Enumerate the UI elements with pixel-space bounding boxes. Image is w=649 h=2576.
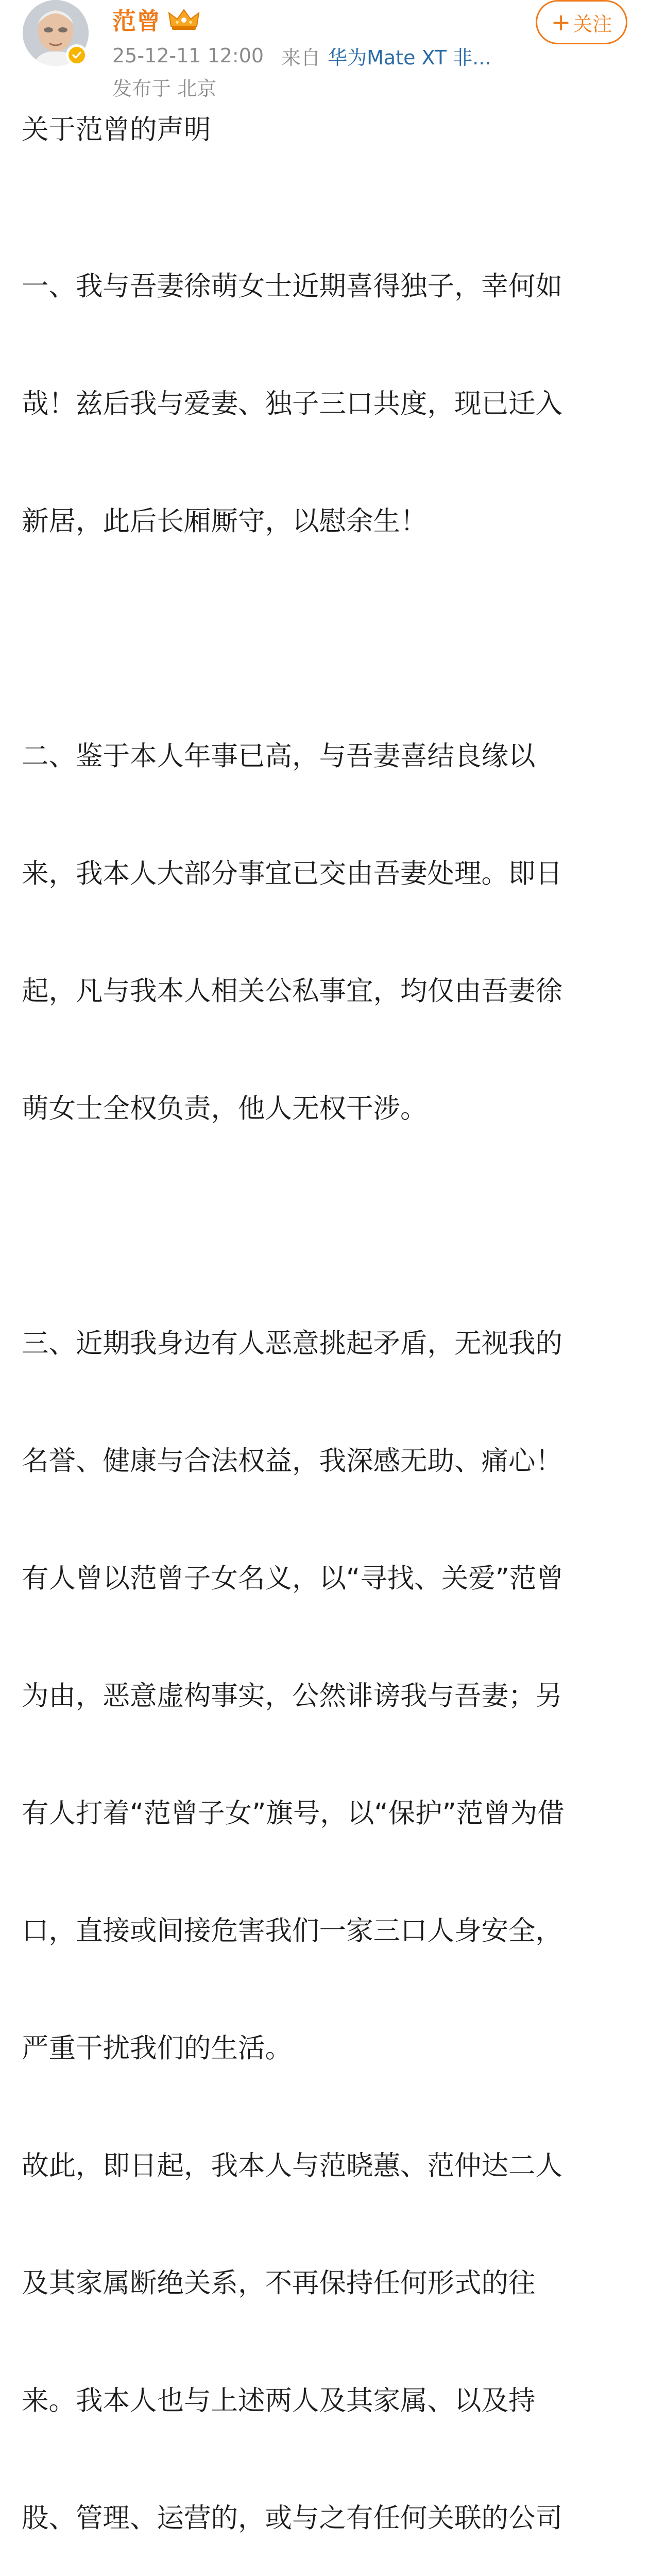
username-row	[112, 1, 200, 38]
source-prefix: 来自	[281, 46, 321, 69]
post-body	[22, 110, 629, 2576]
meta-row	[112, 40, 491, 71]
post-timestamp: 25-12-11 12:00	[112, 44, 264, 67]
post-title: 关于范曾的声明	[22, 114, 211, 145]
crown-icon	[168, 8, 200, 31]
post-location: 发布于 北京	[112, 77, 217, 100]
follow-label: 关注	[573, 12, 612, 36]
source-device-link[interactable]: 华为Mate XT 非...	[328, 46, 491, 69]
verified-badge-icon	[66, 44, 88, 66]
post-header	[0, 0, 649, 118]
plus-icon: +	[551, 8, 571, 36]
paragraph-2: 二、鉴于本人年事已高，与吾妻喜结良缘以 来，我本人大部分事宜已交由吾妻处理。即日 起，凡与我本人相关公私事宜，均仅由吾妻徐 萌女士全权负责，他人无权干涉。	[22, 740, 563, 1124]
username[interactable]: 范曾	[112, 7, 161, 35]
follow-button[interactable]	[536, 0, 627, 44]
paragraph-3: 三、近期我身边有人恶意挑起矛盾，无视我的 名誉、健康与合法权益，我深感无助、痛心！ 有人曾以范曾子女名义，以“寻找、关爱”范曾 为由，恶意虚构事实，公然诽谤我与吾妻；另 有人打着“范曾子女”旗号，以“保护”范曾为借 口，直接或间接危害我们一家三口人身安全， 严重干扰我们的生活。 故此，即日起，我本人与范晓蕙、范仲达二人 及其家属断绝关系，不再保持任何形式的往 来。我本人也与上述两人及其家属、以及持 股、管理、运营的，或与之有任何关联的公司	[22, 1328, 565, 2534]
paragraph-1: 一、我与吾妻徐萌女士近期喜得独子，幸何如 哉！兹后我与爱妻、独子三口共度，现已迁入 新居，此后长厢厮守，以慰余生！	[22, 270, 563, 537]
